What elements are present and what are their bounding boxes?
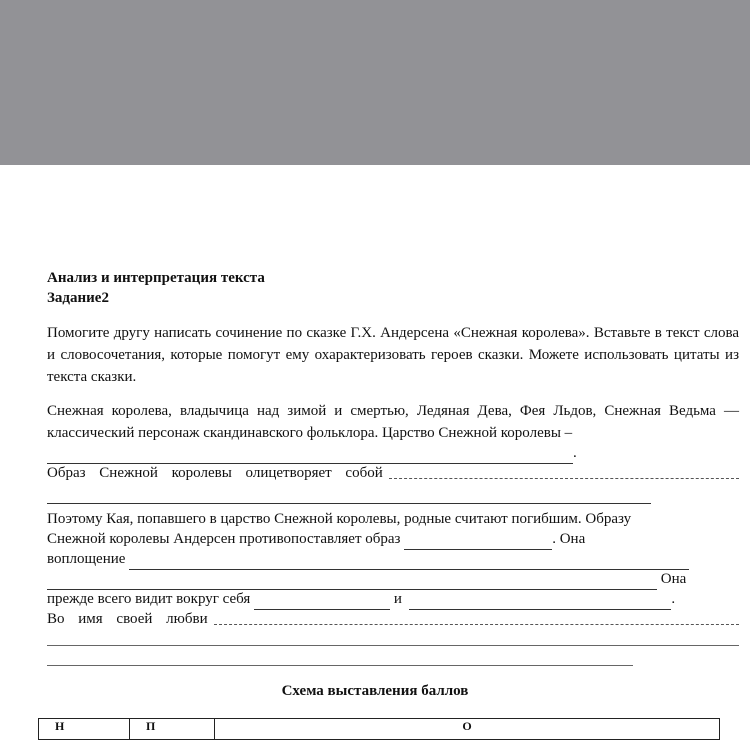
table-col-3: О: [462, 719, 472, 733]
kai-text-2b: . Она: [552, 531, 586, 547]
she-line: [47, 570, 739, 590]
she-label: Она: [660, 571, 687, 587]
intro-paragraph: Помогите другу написать сочинение по сказке Г.Х. Андерсена «Снежная королева». Вставьте в текст слова и словосочетания, которые помогут ему охарактеризовать героев сказки. Можете использовать цитаты из текста сказки.: [47, 325, 739, 385]
document-body: [47, 268, 739, 666]
kingdom-blank-line: [47, 444, 739, 464]
answer-rule-2: [47, 664, 633, 666]
love-line: [47, 610, 739, 630]
sees-blank-1: [254, 595, 390, 610]
sees-period: .: [671, 591, 676, 607]
image-prefix: Образ Снежной королевы олицетворяет собой: [47, 465, 383, 481]
image-line: [47, 464, 739, 484]
embodiment-label: воплощение: [47, 551, 126, 567]
top-gray-band: [0, 0, 750, 165]
scoring-table: [38, 718, 720, 740]
sees-line: [47, 590, 739, 610]
kai-text-1: Поэтому Кая, попавшего в царство Снежной королевы, родные считают погибшим. Образу: [47, 511, 632, 527]
contrast-blank: [404, 535, 552, 550]
sees-blank-2: [409, 595, 671, 610]
table-col-2: П: [130, 719, 215, 739]
image-blank: [47, 489, 651, 504]
love-prefix: Во имя своей любви: [47, 611, 208, 627]
image-dash-fill: [389, 477, 739, 479]
queen-paragraph: Снежная королева, владычица над зимой и смертью, Ледяная Дева, Фея Льдов, Снежная Ведьма — классический персонаж скандинавского фольклора. Царство Снежной королевы –: [47, 403, 739, 441]
embodiment-line: [47, 550, 739, 570]
image-blank-line: [47, 484, 739, 504]
love-dash-fill: [214, 623, 739, 625]
embodiment-blank: [129, 555, 689, 570]
task-heading: Задание2: [47, 290, 109, 306]
scoring-title: Схема выставления баллов: [281, 683, 469, 699]
answer-rule-1: [47, 644, 739, 646]
kai-text-2: Снежной королевы Андерсен противопоставляет образ: [47, 531, 401, 547]
kai-line-2: [47, 530, 739, 550]
and-label: и: [393, 591, 402, 607]
table-col-1: Н: [39, 719, 130, 739]
sees-prefix: прежде всего видит вокруг себя: [47, 591, 251, 607]
kai-line-1: [47, 510, 739, 530]
kingdom-period: .: [573, 445, 577, 461]
section-heading: Анализ и интерпретация текста: [47, 270, 265, 286]
